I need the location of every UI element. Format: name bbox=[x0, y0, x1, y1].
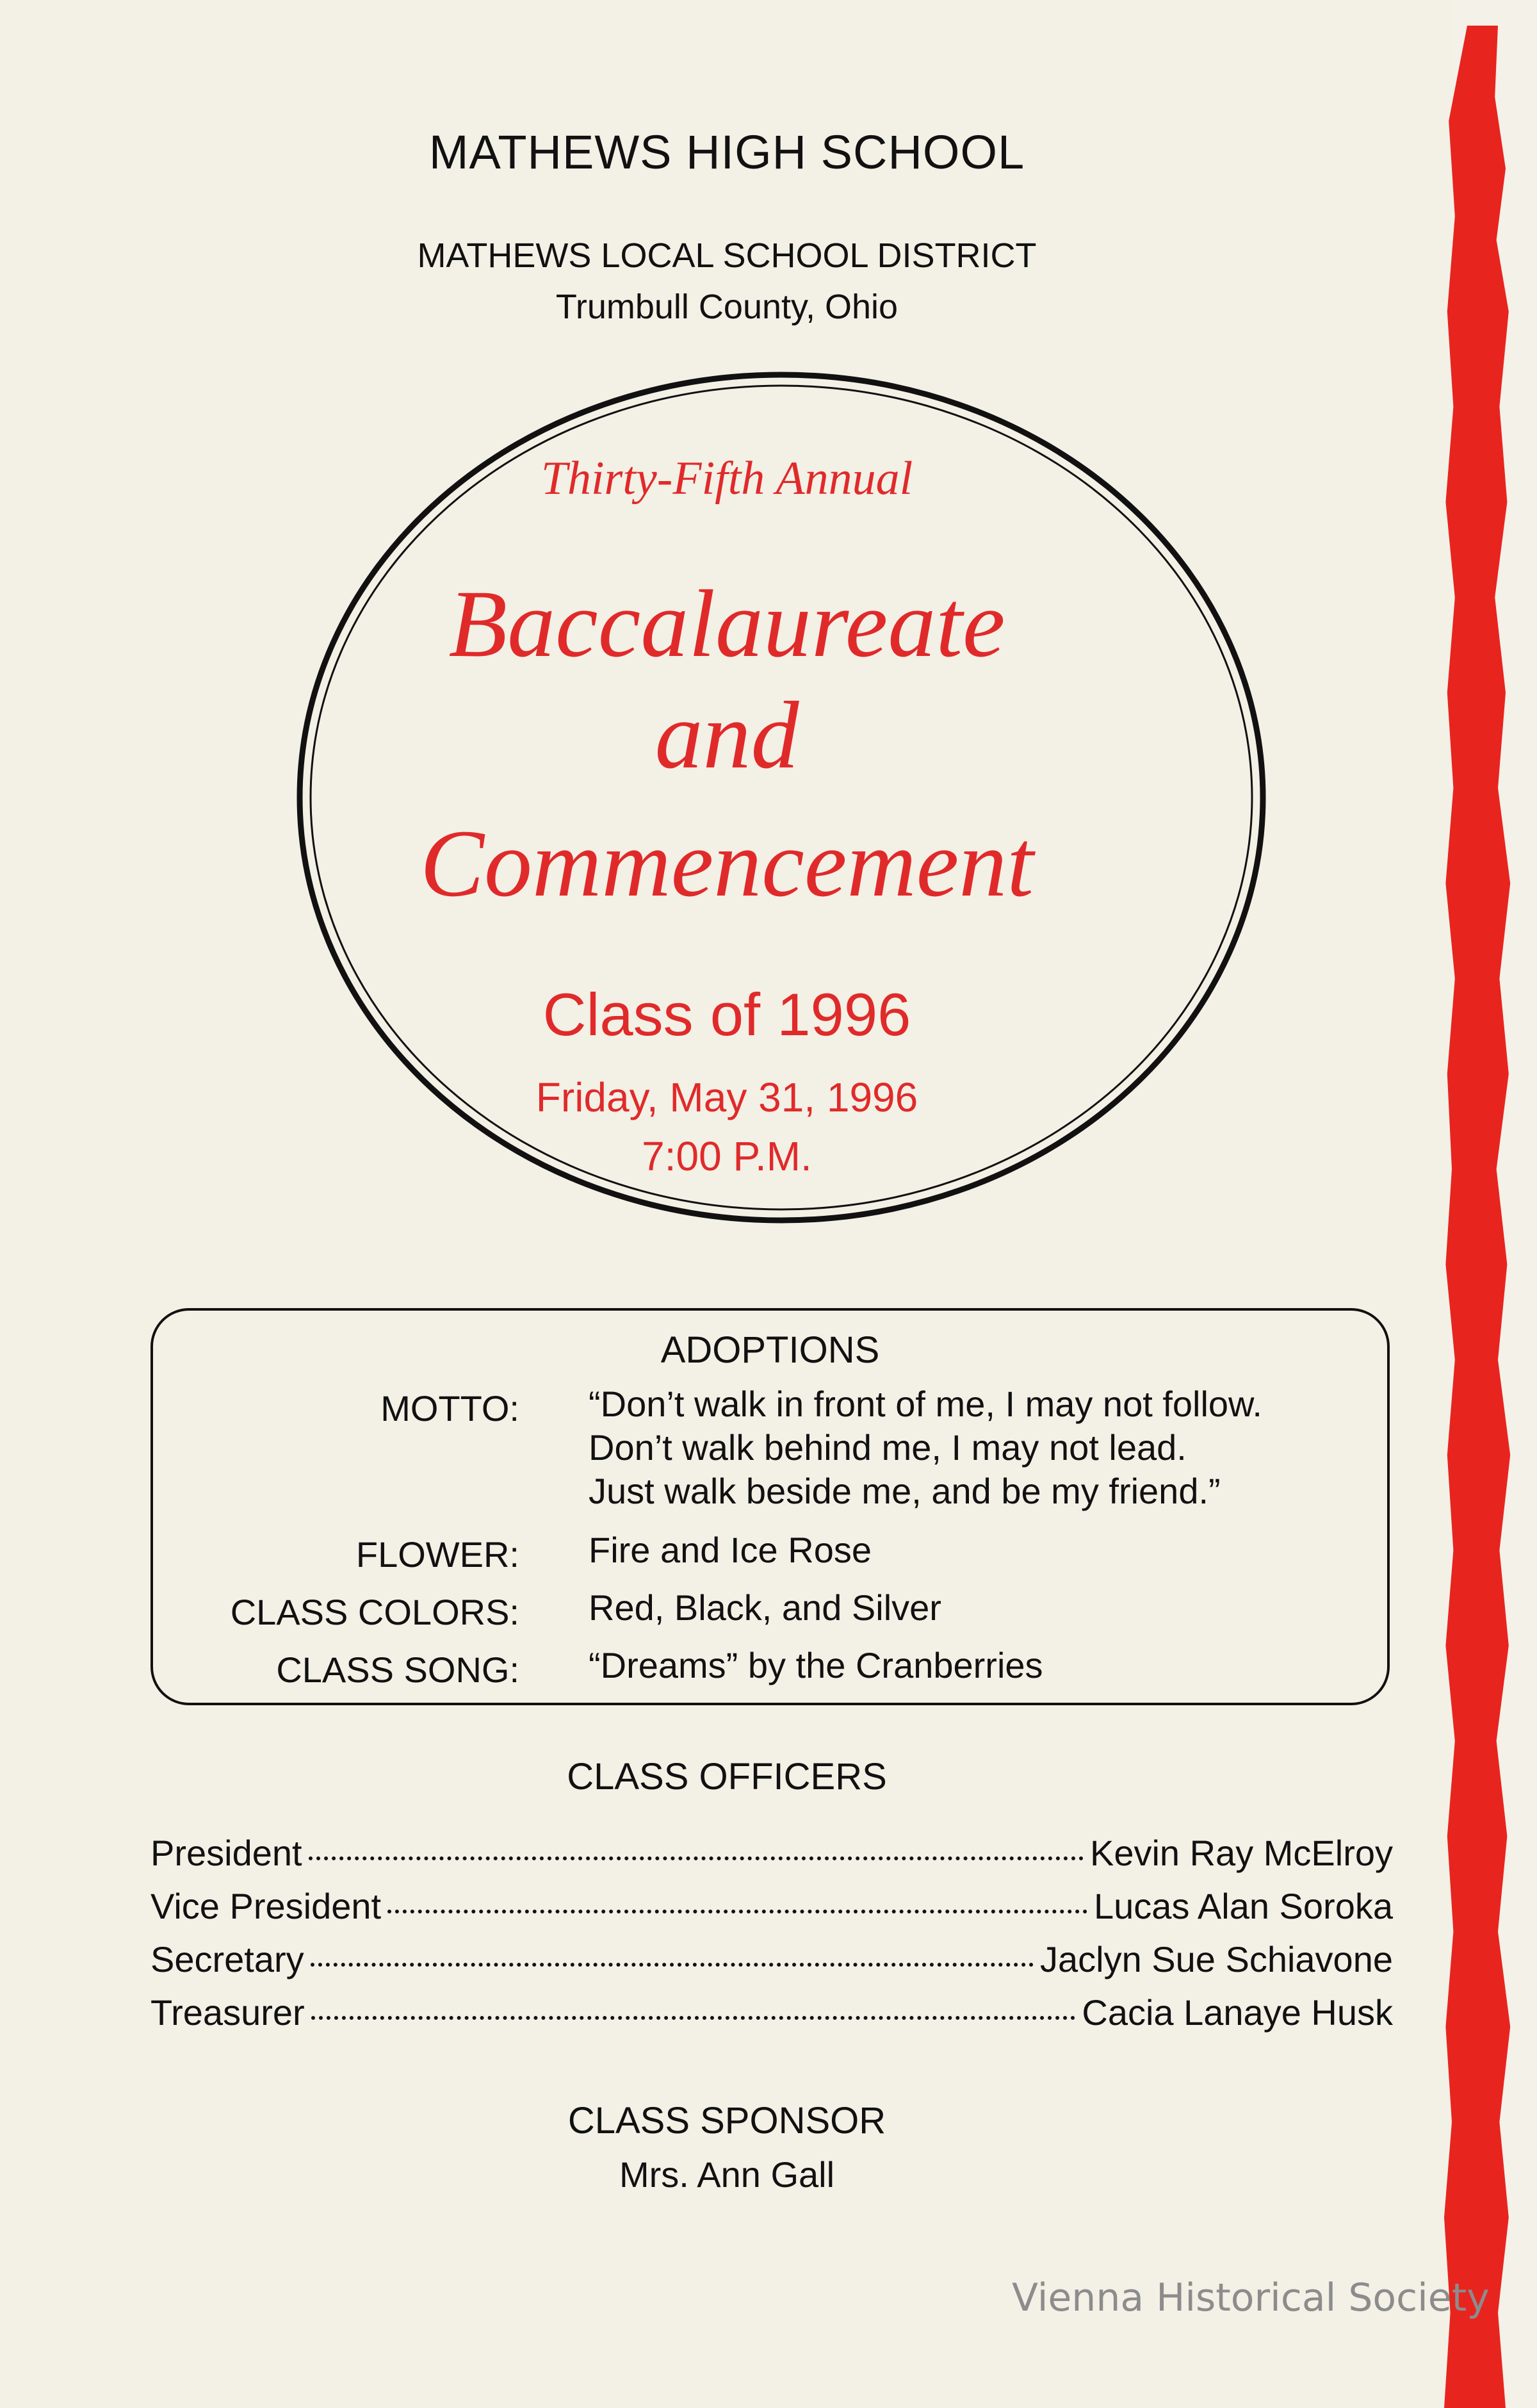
officer-name: Lucas Alan Soroka bbox=[1094, 1886, 1393, 1926]
officer-row-president bbox=[150, 1832, 1393, 1874]
dot-leader bbox=[311, 1963, 1034, 1967]
officer-role: President bbox=[150, 1833, 302, 1873]
officer-row-vice-president bbox=[150, 1885, 1393, 1927]
sponsor-name: Mrs. Ann Gall bbox=[619, 2154, 835, 2195]
title-commencement: Commencement bbox=[419, 810, 1034, 917]
officer-name: Cacia Lanaye Husk bbox=[1082, 1992, 1393, 2033]
district-name: MATHEWS LOCAL SCHOOL DISTRICT bbox=[417, 236, 1037, 275]
class-song-label: CLASS SONG: bbox=[276, 1650, 519, 1690]
class-song-value: “Dreams” by the Cranberries bbox=[589, 1645, 1043, 1685]
title-and: and bbox=[655, 682, 799, 789]
event-date: Friday, May 31, 1996 bbox=[535, 1074, 918, 1120]
flower-value: Fire and Ice Rose bbox=[589, 1530, 872, 1570]
officer-row-treasurer bbox=[150, 1992, 1393, 2033]
dot-leader bbox=[309, 1856, 1084, 1860]
flower-label: FLOWER: bbox=[355, 1534, 519, 1575]
title-baccalaureate: Baccalaureate bbox=[448, 571, 1005, 677]
motto-line-2: Don’t walk behind me, I may not lead. bbox=[589, 1427, 1187, 1468]
school-name: MATHEWS HIGH SCHOOL bbox=[428, 126, 1025, 179]
sponsor-title: CLASS SPONSOR bbox=[567, 2100, 886, 2142]
county-name: Trumbull County, Ohio bbox=[555, 288, 899, 326]
motto-line-3: Just walk beside me, and be my friend.” bbox=[589, 1471, 1221, 1511]
red-torn-edge bbox=[1444, 26, 1521, 2408]
watermark-text: Vienna Historical Society bbox=[1012, 2275, 1490, 2320]
annual-label: Thirty-Fifth Annual bbox=[541, 452, 913, 505]
motto-line-1: “Don’t walk in front of me, I may not follow. bbox=[589, 1384, 1262, 1424]
officer-role: Treasurer bbox=[150, 1992, 305, 2033]
motto-value bbox=[589, 1382, 1262, 1513]
officer-name: Kevin Ray McElroy bbox=[1089, 1833, 1393, 1873]
class-year: Class of 1996 bbox=[542, 981, 911, 1048]
motto-label: MOTTO: bbox=[380, 1388, 519, 1429]
dot-leader bbox=[311, 2016, 1076, 2020]
officer-name: Jaclyn Sue Schiavone bbox=[1039, 1939, 1393, 1979]
adoptions-box bbox=[150, 1308, 1390, 1705]
officer-row-secretary bbox=[150, 1938, 1393, 1980]
officers-title: CLASS OFFICERS bbox=[567, 1756, 887, 1798]
event-time: 7:00 P.M. bbox=[642, 1133, 812, 1179]
class-colors-label: CLASS COLORS: bbox=[230, 1592, 519, 1632]
class-colors-value: Red, Black, and Silver bbox=[589, 1587, 941, 1628]
adoptions-title: ADOPTIONS bbox=[660, 1329, 880, 1371]
officer-role: Secretary bbox=[150, 1939, 304, 1979]
dot-leader bbox=[387, 1910, 1087, 1913]
officer-role: Vice President bbox=[150, 1886, 382, 1926]
